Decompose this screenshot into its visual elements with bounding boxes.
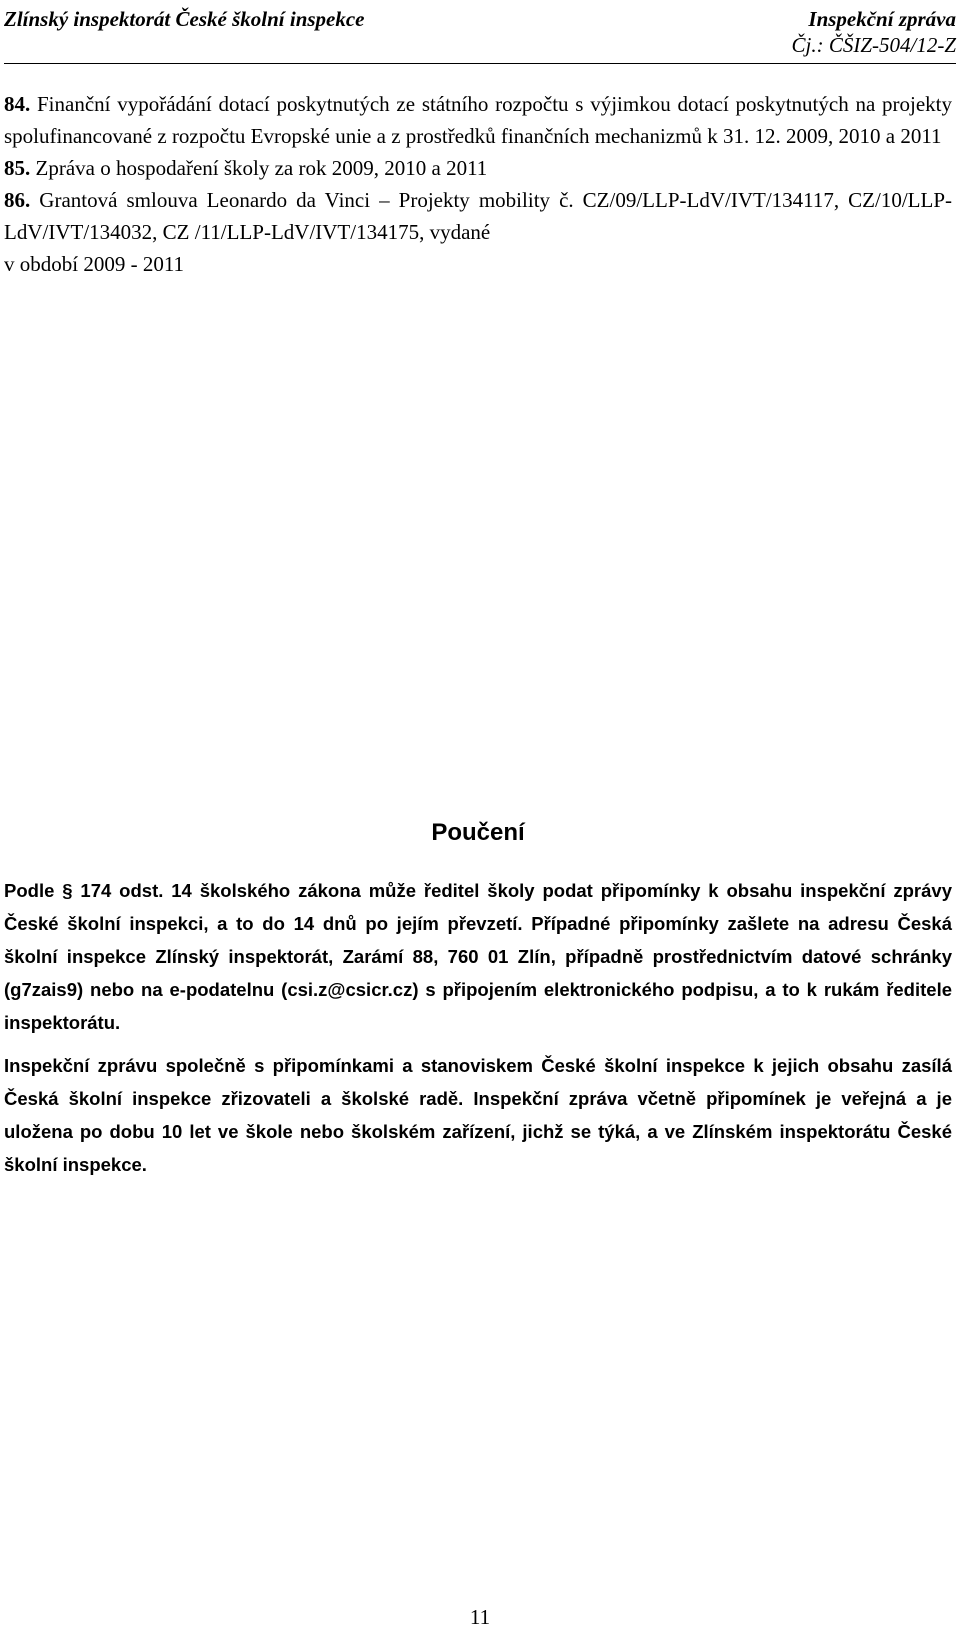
list-item	[4, 88, 952, 152]
notice-paragraph: Podle § 174 odst. 14 školského zákona může ředitel školy podat připomínky k obsahu inspekční zprávy České školní inspekci, a to do 14 dnů po jejím převzetí. Případné připomínky zašlete na adresu Česká školní inspekce Zlínský inspektorát, Zarámí 88, 760 01 Zlín, případně prostřednictvím datové schránky (g7zais9) nebo na e-podatelnu (csi.z@csicr.cz) s připojením elektronického podpisu, a to k rukám ředitele inspektorátu.	[4, 880, 952, 1033]
header-institution: Zlínský inspektorát České školní inspekce	[4, 7, 365, 31]
header-right-block	[791, 6, 956, 58]
list-item-text: Finanční vypořádání dotací poskytnutých ze státního rozpočtu s výjimkou dotací poskytnutých na projekty spolufinancované z rozpočtu Evropské unie a z prostředků finančních mechanizmů k 31. 12. 2009, 2010 a 2011	[4, 92, 952, 148]
header-reference: Čj.: ČŠIZ-504/12-Z	[791, 33, 956, 57]
notice-title: Poučení	[431, 819, 525, 846]
list-item-text: Zpráva o hospodaření školy za rok 2009, 2010 a 2011	[35, 156, 488, 180]
documents-list	[4, 88, 952, 280]
page-header	[4, 6, 960, 58]
list-item-number: 85.	[4, 156, 31, 180]
notice-paragraph: Inspekční zprávu společně s připomínkami a stanoviskem České školní inspekce k jejich obsahu zasílá Česká školní inspekce zřizovateli a školské radě. Inspekční zpráva včetně připomínek je veřejná a je uložena po dobu 10 let ve škole nebo školském zařízení, jichž se týká, a ve Zlínském inspektorátu České školní inspekce.	[4, 1055, 952, 1175]
list-item	[4, 184, 952, 248]
header-divider	[4, 63, 956, 64]
list-item	[4, 152, 952, 184]
notice-section	[4, 818, 952, 1191]
list-item-text: Grantová smlouva Leonardo da Vinci – Projekty mobility č. CZ/09/LLP-LdV/IVT/134117, CZ/10/LLP-LdV/IVT/134032, CZ /11/LLP-LdV/IVT/134175, vydané	[4, 188, 953, 244]
page-number: 11	[469, 1605, 491, 1629]
list-item-number: 86.	[4, 188, 31, 212]
header-doc-type: Inspekční zpráva	[808, 7, 956, 31]
list-item-number: 84.	[4, 92, 31, 116]
list-item-continuation: v období 2009 - 2011	[4, 252, 185, 276]
